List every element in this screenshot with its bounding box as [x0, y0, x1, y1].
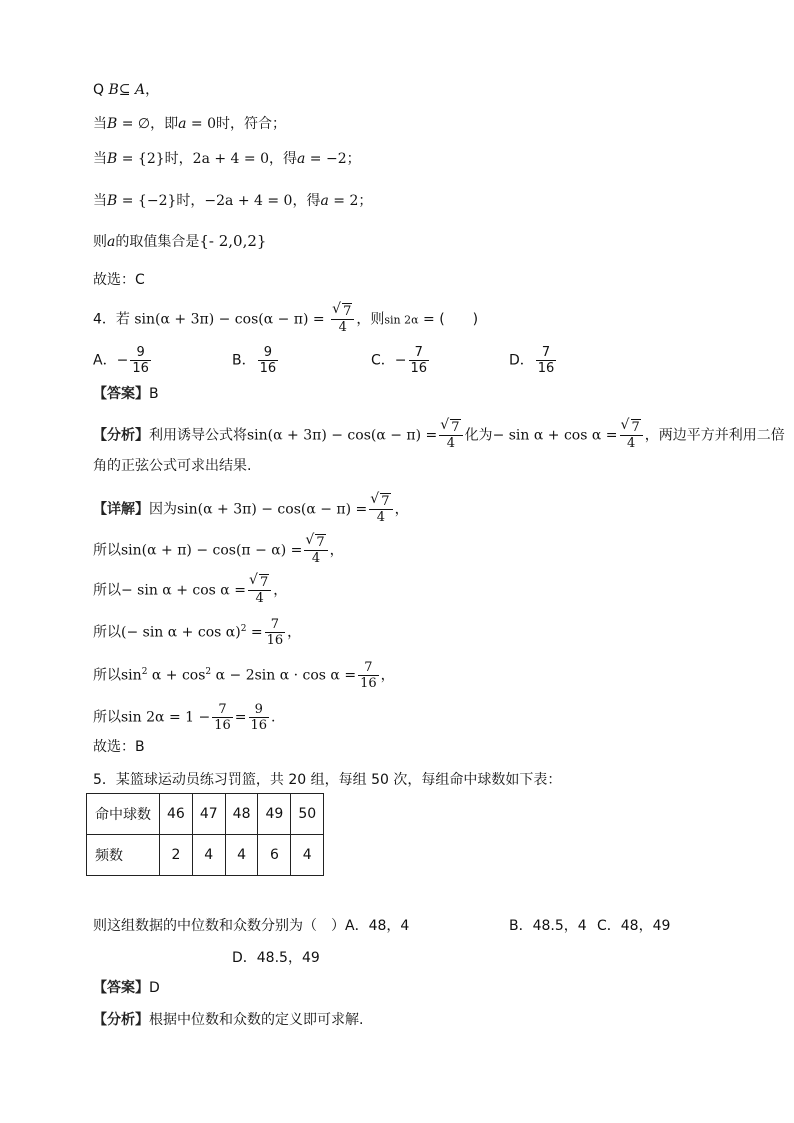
sign: − — [116, 352, 129, 369]
math: α + cos — [147, 667, 206, 684]
radicand: 7 — [259, 575, 269, 590]
math: sin 2α — [384, 313, 419, 327]
text: 所以 — [93, 667, 121, 684]
q5-data-table — [86, 793, 324, 876]
text: ； — [358, 193, 373, 209]
math: sin 2α = 1 − — [121, 709, 211, 726]
fraction — [409, 345, 430, 376]
radicand: 7 — [451, 420, 460, 435]
equation: −2a + 4 = 0 — [204, 193, 293, 209]
exponent: 2 — [141, 666, 148, 677]
fraction — [212, 702, 233, 733]
math: = 0 — [186, 116, 217, 132]
q4-step-1 — [93, 535, 344, 566]
table-cell: 46 — [160, 794, 193, 835]
question-number: 4．若 — [93, 311, 130, 328]
set-b: B — [107, 193, 118, 209]
text: ，则 — [356, 311, 385, 328]
q4-step-2 — [93, 575, 287, 606]
text: ，即 — [150, 116, 179, 132]
q3-line-case-neg2 — [93, 191, 372, 211]
text: 则 — [93, 234, 107, 250]
analysis-text: 根据中位数和众数的定义即可求解. — [149, 1012, 364, 1028]
option-label: B． — [232, 352, 256, 369]
text: 所以 — [93, 709, 121, 726]
equation: − sin α + cos α = — [492, 427, 618, 444]
denominator: 4 — [311, 551, 321, 566]
table-cell: 2 — [160, 835, 193, 876]
numerator: 7 — [358, 660, 379, 676]
numerator: 7 — [212, 702, 233, 718]
q3-choice: 故选：C — [93, 272, 145, 288]
answer-value: D — [149, 980, 160, 996]
set-b: B — [107, 116, 118, 132]
option-label: C． — [371, 352, 395, 369]
fraction-sqrt7-over-4 — [331, 304, 354, 335]
q4-option-c — [371, 345, 431, 376]
q3-line-empty-case — [93, 114, 286, 134]
math: = — [246, 624, 263, 641]
table-cell: 6 — [258, 835, 291, 876]
equation: (− sin α + cos α) — [121, 624, 241, 641]
set-a: A — [134, 82, 146, 98]
equation: sin(α + 3π) − cos(α − π) = — [134, 311, 325, 328]
var-a: a — [178, 116, 187, 132]
answer-tag: 【答案】 — [93, 980, 149, 996]
numerator: 7 — [265, 617, 286, 633]
denominator: 16 — [259, 361, 277, 376]
denominator: 16 — [360, 676, 377, 691]
q4-step-4 — [93, 660, 395, 691]
fraction — [249, 702, 270, 733]
radicand: 7 — [316, 535, 325, 550]
exponent: 2 — [240, 623, 247, 634]
math: . — [271, 709, 276, 726]
denominator: 4 — [627, 436, 636, 451]
detail-tag: 【详解】 — [93, 501, 149, 518]
radicand: 7 — [343, 304, 352, 319]
analysis-tag: 【分析】 — [93, 1012, 149, 1028]
q5-stem: 5．某篮球运动员练习罚篮，共 20 组，每组 50 次，每组命中球数如下表： — [93, 772, 562, 788]
set-b: B — [107, 151, 118, 167]
text: ， — [380, 667, 395, 684]
text: 因为 — [149, 501, 177, 518]
equation: 2a + 4 = 0 — [192, 151, 269, 167]
table-row — [87, 794, 324, 835]
radicand: 7 — [381, 494, 390, 509]
option-label: D． — [509, 352, 534, 369]
text: 所以 — [93, 542, 121, 559]
exponent: 2 — [205, 666, 212, 677]
text: ， — [329, 542, 344, 559]
answer-value: B — [149, 386, 159, 402]
table-cell: 49 — [258, 794, 291, 835]
comma: ， — [145, 82, 160, 98]
math: α − 2sin α · cos α = — [211, 667, 357, 684]
fraction — [130, 345, 151, 376]
q4-option-b — [232, 345, 280, 376]
equation: − sin α + cos α = — [121, 582, 246, 599]
q5-answer — [93, 978, 160, 998]
denominator: 4 — [255, 591, 264, 606]
text: ， — [394, 501, 409, 518]
q5-analysis — [93, 1010, 363, 1030]
math: = {−2} — [117, 193, 177, 209]
text: ，得 — [269, 151, 297, 167]
numerator: 9 — [249, 702, 270, 718]
q4-option-a — [93, 345, 153, 376]
fraction — [536, 345, 557, 376]
table-cell: 4 — [291, 835, 324, 876]
subset-symbol: ⊆ — [118, 82, 131, 98]
text: = ( ) — [418, 311, 479, 328]
q4-analysis — [93, 420, 785, 451]
q5-question: 则这组数据的中位数和众数分别为（ ）A．48，4 — [93, 918, 410, 934]
text: ，得 — [292, 193, 321, 209]
q4-stem — [93, 304, 478, 335]
var-a: a — [320, 193, 329, 209]
table-cell: 47 — [192, 794, 225, 835]
text: 化为 — [464, 427, 493, 444]
numerator: 7 — [536, 345, 557, 361]
q4-option-d — [509, 345, 558, 376]
denominator: 16 — [537, 361, 555, 376]
math: sin — [121, 667, 142, 684]
table-cell: 48 — [225, 794, 258, 835]
q4-analysis-cont: 角的正弦公式可求出结果. — [93, 458, 252, 474]
table-cell: 50 — [291, 794, 324, 835]
table-cell: 4 — [192, 835, 225, 876]
denominator: 4 — [376, 510, 386, 525]
text: 所以 — [93, 624, 121, 641]
equation: sin(α + 3π) − cos(α − π) = — [247, 427, 438, 444]
q4-step-5 — [93, 702, 276, 733]
numerator: 7 — [409, 345, 430, 361]
denominator: 16 — [250, 718, 268, 733]
fraction-sqrt7-over-4 — [620, 420, 643, 451]
q4-step-3 — [93, 617, 301, 648]
math: = 2 — [328, 193, 359, 209]
table-cell: 4 — [225, 835, 258, 876]
sign: − — [394, 352, 407, 369]
text: 的取值集合是 — [115, 234, 200, 250]
denominator: 16 — [410, 361, 428, 376]
row-header: 频数 — [87, 835, 160, 876]
text: 当 — [93, 151, 107, 167]
math: = {2} — [117, 151, 165, 167]
denominator: 4 — [446, 436, 456, 451]
text: 利用诱导公式将 — [149, 427, 247, 444]
text: ， — [273, 582, 288, 599]
q4-detail — [93, 494, 409, 525]
text: 当 — [93, 116, 107, 132]
text: 时， — [176, 193, 205, 209]
text: ，两边平方并利用二倍 — [644, 427, 785, 444]
text: ； — [346, 151, 361, 167]
text: 当 — [93, 193, 107, 209]
text: 所以 — [93, 582, 121, 599]
radicand: 7 — [631, 420, 640, 435]
math: = — [234, 709, 247, 726]
denominator: 16 — [214, 718, 231, 733]
equation: sin(α + 3π) − cos(α − π) = — [177, 501, 368, 518]
fraction-sqrt7-over-4 — [369, 494, 392, 525]
q3-line-case-2 — [93, 149, 361, 169]
q4-answer — [93, 384, 159, 404]
fraction-sqrt7-over-4 — [248, 575, 271, 606]
fraction — [358, 660, 379, 691]
denominator: 4 — [338, 320, 347, 335]
var-a: a — [107, 234, 116, 250]
option-label: A． — [93, 352, 117, 369]
q5-option-c: C．48，49 — [597, 918, 671, 934]
text: 时，符合； — [216, 116, 287, 132]
q5-option-b: B．48.5，4 — [509, 918, 587, 934]
value-set: {- 2,0,2} — [199, 232, 267, 250]
set-b: B — [108, 82, 119, 98]
equation: sin(α + π) − cos(π − α) = — [121, 542, 303, 559]
therefore-symbol: Q — [93, 82, 105, 98]
denominator: 16 — [132, 361, 149, 376]
math: = −2 — [305, 151, 347, 167]
text: 时， — [164, 151, 193, 167]
fraction-sqrt7-over-4 — [304, 535, 327, 566]
text: ， — [287, 624, 302, 641]
var-a: a — [297, 151, 306, 167]
denominator: 16 — [266, 633, 284, 648]
math: = ∅ — [117, 116, 151, 132]
q3-line-conclusion — [93, 231, 266, 252]
fraction — [265, 617, 286, 648]
q3-line-subset — [93, 80, 159, 100]
numerator: 9 — [258, 345, 279, 361]
fraction-sqrt7-over-4 — [439, 420, 462, 451]
table-row — [87, 835, 324, 876]
analysis-tag: 【分析】 — [93, 427, 149, 444]
q5-option-d: D．48.5，49 — [232, 950, 320, 966]
row-header: 命中球数 — [87, 794, 160, 835]
q4-choice: 故选：B — [93, 739, 145, 755]
fraction — [258, 345, 279, 376]
numerator: 9 — [130, 345, 151, 361]
answer-tag: 【答案】 — [93, 386, 149, 402]
